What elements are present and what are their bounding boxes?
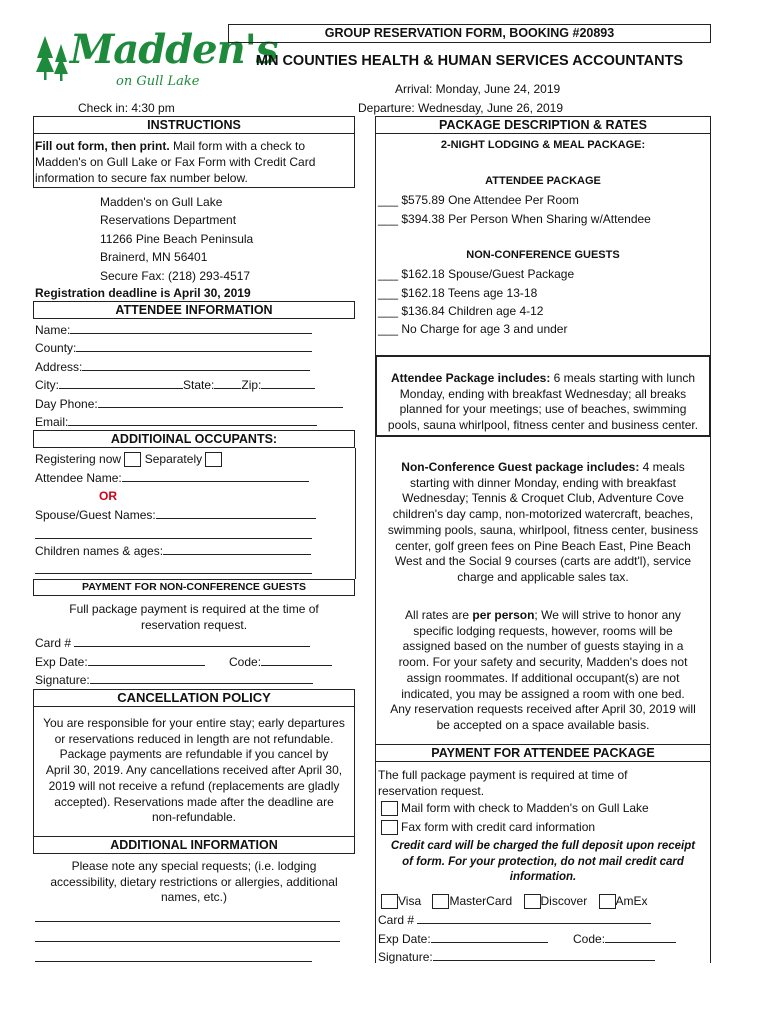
nonconf-guests-title: NON-CONFERENCE GUESTS xyxy=(466,249,620,261)
rate-line[interactable]: ___ $162.18 Teens age 13-18 xyxy=(378,286,538,300)
left-column-border xyxy=(33,134,355,187)
credit-card-notice: Credit card will be charged the full deposit upon receipt of form. For your protection, do not mail credit card information. xyxy=(390,840,696,884)
registration-choice: Registering now Separately xyxy=(35,452,222,467)
rate-line[interactable]: ___ $136.84 Children age 4-12 xyxy=(378,304,544,318)
additional-title: ADDITIONAL INFORMATION xyxy=(110,838,278,852)
nonconf-code-field[interactable]: Code: xyxy=(229,655,332,669)
registering-now-checkbox[interactable] xyxy=(124,452,141,467)
nonconf-card-field[interactable]: Card # xyxy=(35,636,310,650)
payment-nonconf-line-2: reservation request. xyxy=(140,618,248,632)
address-field[interactable]: Address: xyxy=(35,360,310,374)
rate-line[interactable]: ___ $162.18 Spouse/Guest Package xyxy=(378,267,575,281)
fax-number: Secure Fax: (218) 293-4517 xyxy=(100,268,251,283)
left-column-border xyxy=(355,448,356,579)
package-subtitle: 2-NIGHT LODGING & MEAL PACKAGE: xyxy=(440,139,646,151)
city-state-zip-field[interactable]: City: State: Zip: xyxy=(35,378,315,392)
address-line: 11266 Pine Beach Peninsula xyxy=(100,231,254,246)
attendee-package-title: ATTENDEE PACKAGE xyxy=(485,175,601,187)
mail-option: Mail form with check to Madden's on Gull Lake xyxy=(381,801,649,816)
payment-attendee-line-2: reservation request. xyxy=(378,784,485,798)
address-line: Brainerd, MN 56401 xyxy=(100,250,208,265)
registration-deadline: Registration deadline is April 30, 2019 xyxy=(35,286,251,300)
county-field[interactable]: County: xyxy=(35,341,312,355)
address-line: Reservations Department xyxy=(100,213,237,228)
rates-note-text: All rates are per person; We will strive to honor any specific lodging requests, however, rooms will be assigned based on the number of guests staying in a room. For your safety and security, Madden's does not assign roommates. If additional occupant(s) are not indicated, you may be assigned a room with one bed. Any reservation requests received after April 30, 2019 will be accepted on a space available basis. xyxy=(390,608,696,732)
separately-checkbox[interactable] xyxy=(205,452,222,467)
pine-trees-icon xyxy=(36,36,72,88)
special-requests-line[interactable] xyxy=(35,941,340,942)
or-label: OR xyxy=(99,489,117,503)
right-column-border xyxy=(375,134,711,963)
special-requests-line[interactable] xyxy=(35,961,312,962)
attendee-card-field[interactable]: Card # xyxy=(378,913,651,927)
email-field[interactable]: Email: xyxy=(35,415,317,429)
arrival-date: Arrival: Monday, June 24, 2019 xyxy=(395,82,561,96)
attendee-name-field[interactable]: Attendee Name: xyxy=(35,471,309,485)
form-title: GROUP RESERVATION FORM, BOOKING #20893 xyxy=(324,26,615,40)
instructions-title: INSTRUCTIONS xyxy=(147,118,241,132)
mailing-address xyxy=(100,193,253,285)
maddens-logo xyxy=(36,26,278,100)
address-line: Madden's on Gull Lake xyxy=(100,195,223,209)
rate-line[interactable]: ___ No Charge for age 3 and under xyxy=(378,322,568,336)
payment-nonconf-title: PAYMENT FOR NON-CONFERENCE GUESTS xyxy=(81,581,307,593)
nonconf-signature-field[interactable]: Signature: xyxy=(35,673,313,687)
package-title: PACKAGE DESCRIPTION & RATES xyxy=(439,118,647,132)
additional-info-text: Please note any special requests; (i.e. lodging accessibility, dietary restrictions or allergies, additional names, etc.) xyxy=(50,859,338,905)
children-field[interactable]: Children names & ages: xyxy=(35,544,311,558)
card-type-options: Visa MasterCard Discover AmEx xyxy=(381,894,648,909)
payment-attendee-line-1: The full package payment is required at time of xyxy=(378,768,628,782)
instructions-line-3: information to secure fax number below. xyxy=(35,171,248,185)
attendee-includes-text: Attendee Package includes: 6 meals starting with lunch Monday, ending with breakfast Wednesday; all breaks planned for your meetings; use of beaches, swimming pools, sauna whirlpool, fitness center and business center. xyxy=(387,371,699,433)
attendee-code-field[interactable]: Code: xyxy=(573,932,676,946)
name-field[interactable]: Name: xyxy=(35,323,312,337)
logo-main-text: Madden's xyxy=(70,26,278,73)
left-column-border xyxy=(33,707,355,836)
fax-option: Fax form with credit card information xyxy=(381,820,595,835)
checkin-time: Check in: 4:30 pm xyxy=(78,101,175,115)
attendee-signature-field[interactable]: Signature: xyxy=(378,950,655,964)
payment-nonconf-line-1: Full package payment is required at the time of xyxy=(69,602,319,616)
cancellation-title: CANCELLATION POLICY xyxy=(117,690,271,705)
occupants-title: ADDITIOINAL OCCUPANTS: xyxy=(110,432,278,446)
nonconf-exp-field[interactable]: Exp Date: xyxy=(35,655,205,669)
nonconf-includes-text: Non-Conference Guest package includes: 4 meals starting with dinner Monday, ending with breakfast Wednesday; Tennis & Croquet Club, Adventure Cove children's day camp, non-motorized watercraft, beaches, swimming pools, sauna, whirlpool, fitness center, business center, golf green fees on Pine Beach East, Pine Beach West and the Social 9 courses (carts are addt'l), service charge and applicable sales tax. xyxy=(387,460,699,584)
attendee-exp-field[interactable]: Exp Date: xyxy=(378,932,548,946)
spouse-guest-field[interactable]: Spouse/Guest Names: xyxy=(35,508,316,522)
instructions-line-2: Madden's on Gull Lake or Fax Form with Credit Card xyxy=(35,155,316,169)
instructions-lead: Fill out form, then print. Mail form with a check to xyxy=(35,139,306,153)
departure-date: Departure: Wednesday, June 26, 2019 xyxy=(358,101,564,115)
payment-attendee-title: PAYMENT FOR ATTENDEE PACKAGE xyxy=(431,746,655,760)
day-phone-field[interactable]: Day Phone: xyxy=(35,397,343,411)
special-requests-line[interactable] xyxy=(35,921,340,922)
rate-line[interactable]: ___ $394.38 Per Person When Sharing w/Attendee xyxy=(378,212,651,226)
logo-sub-text: on Gull Lake xyxy=(116,74,200,89)
attendee-info-title: ATTENDEE INFORMATION xyxy=(115,303,273,317)
cancellation-policy-text: You are responsible for your entire stay; early departures or reservations reduced in length are not refundable. Package payments are refundable if you cancel by April 30, 2019. Any cancellations received after April 30, 2019 will not receive a refund (replacements are gladly accepted). Reservations made after the deadline are non-refundable. xyxy=(43,716,345,825)
rate-line[interactable]: ___ $575.89 One Attendee Per Room xyxy=(378,193,579,207)
group-name: MN COUNTIES HEALTH & HUMAN SERVICES ACCOUNTANTS xyxy=(255,53,684,69)
